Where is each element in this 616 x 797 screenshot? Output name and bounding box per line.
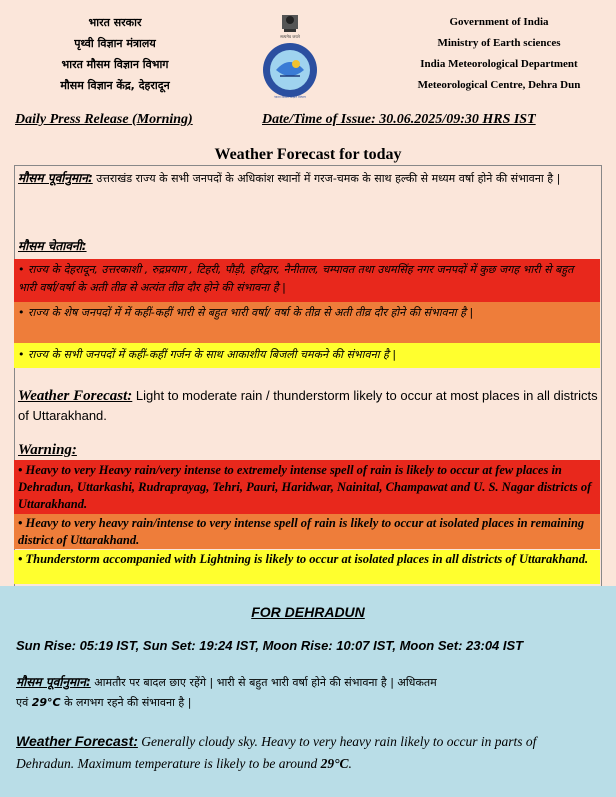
hindi-warning-item: • राज्य के शेष जनपदों में में कहीं-कहीं भारी से बहुत भारी वर्षा/ वर्षा के तीव्र से अती तीव्र दौर होने की संभावना है |: [18, 306, 474, 319]
hindi-forecast-label: मौसम पूर्वानुमान:: [18, 171, 93, 185]
hindi-letterhead: [20, 12, 210, 96]
hindi-forecast-text: उत्तराखंड राज्य के सभी जनपदों के अधिकांश स्थानों में गरज-चमक के साथ हल्की से मध्यम वर्षा होने की संभावना है |: [92, 172, 561, 185]
dehradun-title: FOR DEHRADUN: [251, 604, 365, 620]
imd-emblem-icon: [258, 14, 322, 100]
dehradun-section: [0, 586, 616, 797]
english-warning-text: Heavy to very Heavy rain/very intense to extremely intense spell of rain is likely to occur at few places in Dehradun, Uttarkashi, Rudraprayag, Tehri, Pauri, Haridwar, Nainital, Champawat and U. S. Nagar districts of Uttarakhand.: [18, 463, 592, 511]
english-warning-item: • Heavy to very Heavy rain/very intense to extremely intense spell of rain is likely to occur at few places in Dehradun, Uttarkashi, Rudraprayag, Tehri, Pauri, Haridwar, Nainital, Champawat and U. S. Nagar districts of Uttarakhand.: [18, 463, 592, 511]
dehradun-english-text: Dehradun. Maximum temperature is likely to be around: [16, 756, 321, 771]
english-warning-text: Thunderstorm accompanied with Lightning is likely to occur at isolated places in all districts of Uttarakhand.: [25, 552, 589, 566]
emblem-caption: सत्यमेव जयते: [280, 34, 300, 39]
hindi-line: भारत मौसम विज्ञान विभाग: [61, 58, 169, 71]
dehradun-hindi-temp: 29°C: [31, 696, 61, 709]
release-label: Daily Press Release (Morning): [15, 112, 193, 127]
hindi-warning-text: राज्य के देहरादून, उत्तरकाशी , रुद्रप्रयाग , टिहरी, पौड़ी, हरिद्वार, नैनीताल, चम्पावत तथा उधमसिंह नगर जनपदों में कुछ जगह भारी से बहुत भारी वर्षा/वर्षा के अती तीव्र से अत्यंत तीव्र दौर होने की संभावना है |: [18, 263, 574, 294]
hindi-warning-item: • राज्य के देहरादून, उत्तरकाशी , रुद्रप्रयाग , टिहरी, पौड़ी, हरिद्वार, नैनीताल, चम्पावत तथा उधमसिंह नगर जनपदों में कुछ जगह भारी से बहुत भारी वर्षा/वर्षा के अती तीव्र से अत्यंत तीव्र दौर होने की संभावना है |: [18, 263, 574, 294]
english-line: Ministry of Earth sciences: [437, 37, 561, 49]
dehradun-hindi-text: के लगभग रहने की संभावना है |: [60, 696, 192, 709]
english-forecast: [18, 386, 598, 426]
dehradun-english-forecast: [16, 730, 606, 775]
english-warning-heading: [18, 440, 598, 460]
dehradun-hindi-text: एवं: [16, 696, 32, 709]
issue-datetime: Date/Time of Issue: 30.06.2025/09:30 HRS IST: [262, 112, 536, 127]
english-warning-item: • Heavy to very heavy rain/intense to very intense spell of rain is likely to occur at isolated places in remaining district of Uttarakhand.: [18, 516, 585, 547]
hindi-warning-label: मौसम चेतावनी:: [18, 239, 87, 253]
english-warning-text: Heavy to very heavy rain/intense to very intense spell of rain is likely to occur at isolated places in remaining district of Uttarakhand.: [18, 516, 585, 547]
english-forecast-label: Weather Forecast:: [18, 388, 133, 404]
english-warning-label: Warning:: [18, 442, 77, 458]
english-letterhead: [404, 12, 594, 96]
hindi-line: मौसम विज्ञान केंद्र, देहरादून: [60, 79, 170, 92]
emblem-text: भारत मौसम विज्ञान विभाग: [274, 95, 306, 99]
page-title: Weather Forecast for today: [214, 146, 402, 163]
dehradun-hindi-text: आमतौर पर बादल छाए रहेंगे | भारी से बहुत भारी वर्षा होने की संभावना है | अधिकतम: [90, 676, 437, 689]
hindi-warning-text: राज्य के शेष जनपदों में में कहीं-कहीं भारी से बहुत भारी वर्षा/ वर्षा के तीव्र से अती तीव्र दौर होने की संभावना है |: [28, 306, 474, 319]
english-warning-item: • Thunderstorm accompanied with Lightning is likely to occur at isolated places in all districts of Uttarakhand.: [18, 552, 589, 566]
hindi-line: भारत सरकार: [88, 16, 142, 29]
hindi-warning-item: • राज्य के सभी जनपदों में कहीं-कहीं गर्जन के साथ आकाशीय बिजली चमकने की संभावना है |: [18, 348, 397, 361]
english-line: Meteorological Centre, Dehra Dun: [417, 79, 581, 91]
english-line: India Meteorological Department: [420, 58, 578, 70]
hindi-forecast: [18, 168, 598, 189]
dehradun-english-label: Weather Forecast:: [16, 733, 138, 749]
dehradun-english-text: Generally cloudy sky. Heavy to very heavy rain likely to occur in parts of: [137, 734, 537, 749]
sun-moon-times: Sun Rise: 05:19 IST, Sun Set: 19:24 IST, Moon Rise: 10:07 IST, Moon Set: 23:04 IST: [16, 638, 524, 653]
letterhead: [0, 8, 616, 108]
hindi-warning-text: राज्य के सभी जनपदों में कहीं-कहीं गर्जन के साथ आकाशीय बिजली चमकने की संभावना है |: [28, 348, 397, 361]
dehradun-english-text: .: [348, 756, 352, 771]
dehradun-english-temp: 29°C: [320, 756, 349, 771]
english-forecast-text: Light to moderate rain / thunderstorm likely to occur at most places in all districts of Uttarakhand.: [18, 388, 598, 423]
dehradun-hindi-label: मौसम पूर्वानुमान:: [16, 675, 91, 689]
english-line: Government of India: [449, 16, 549, 28]
dehradun-hindi-forecast: [16, 672, 606, 713]
hindi-warning-heading: [18, 236, 598, 257]
hindi-line: पृथ्वी विज्ञान मंत्रालय: [74, 37, 156, 50]
